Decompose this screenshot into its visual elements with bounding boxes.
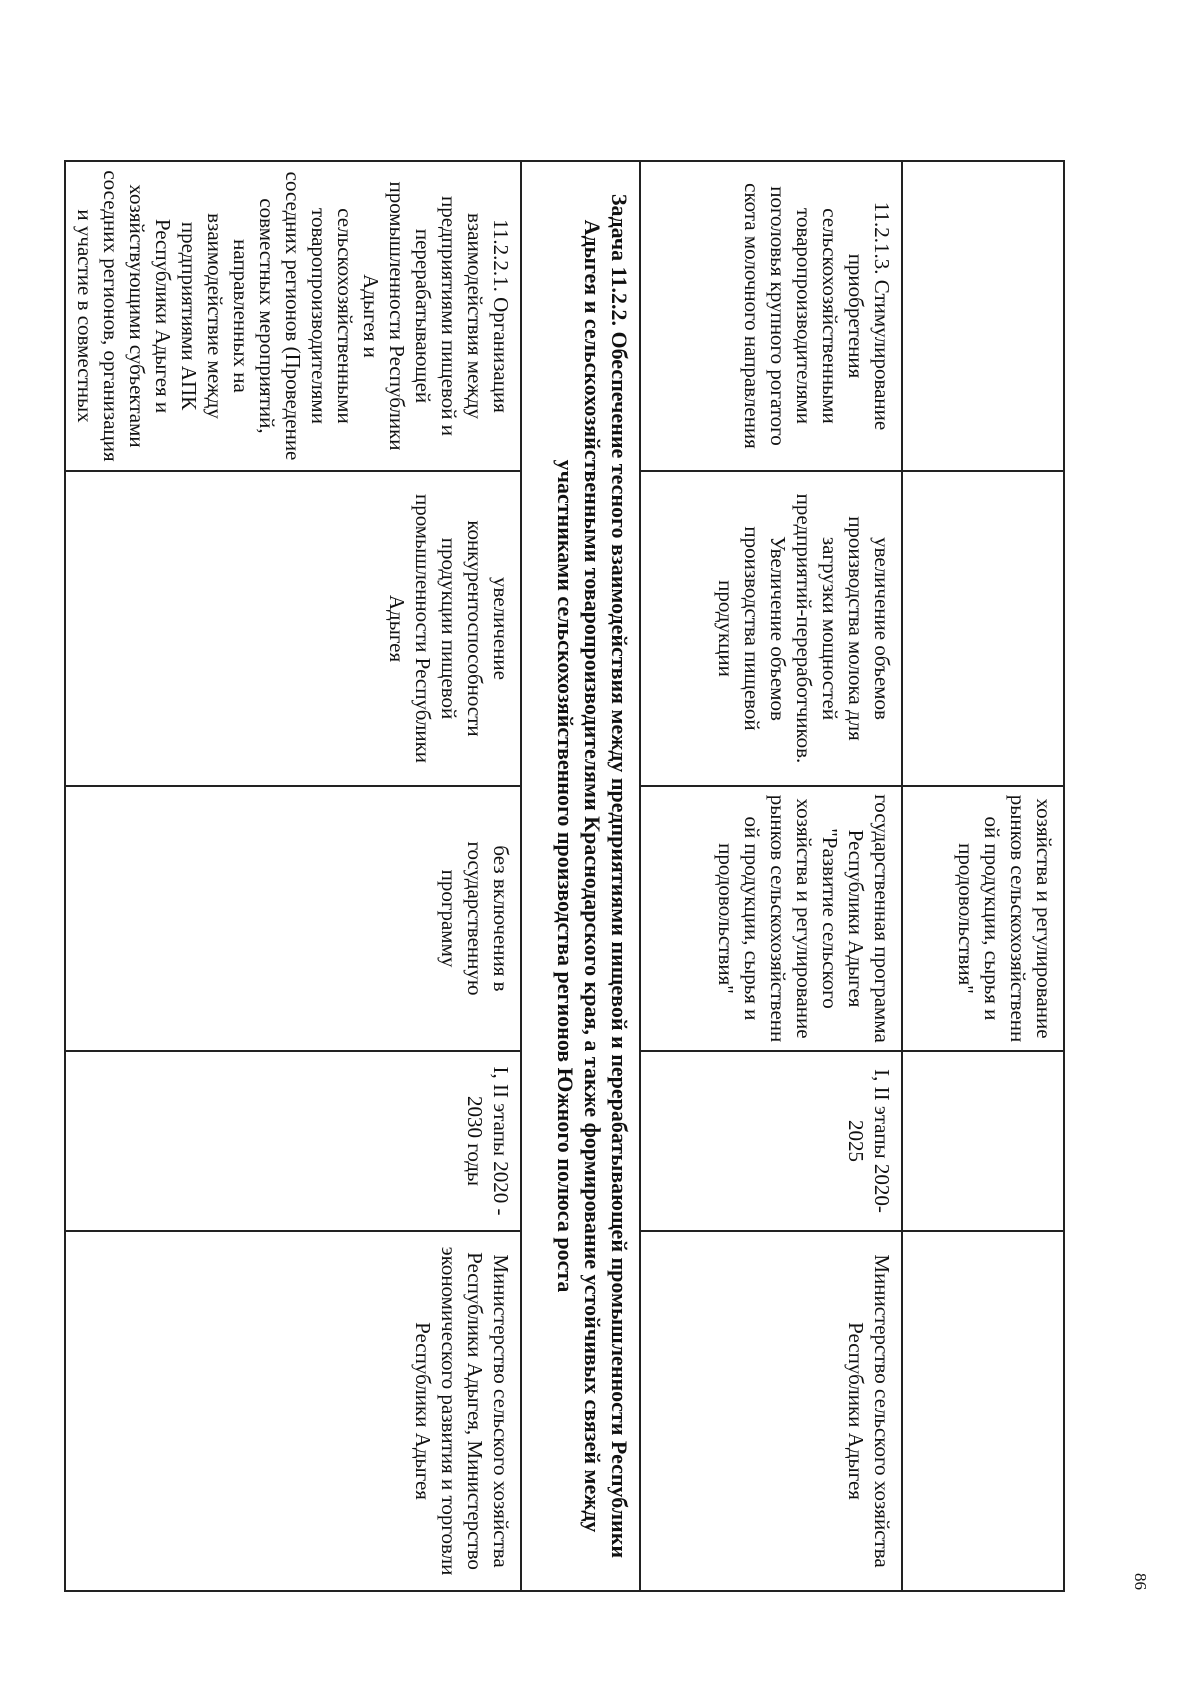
page-number: 86 xyxy=(1131,1573,1150,1590)
measures-table xyxy=(64,160,1065,1592)
rotated-page xyxy=(73,160,1150,1590)
task-row xyxy=(521,161,640,1591)
program-cell: без включения в государственную программу xyxy=(65,786,521,1051)
period-cell: I, II этапы 2020 - 2030 годы xyxy=(65,1051,521,1231)
period-cell xyxy=(902,1051,1064,1231)
result-cell: увеличение объемов производства молока для загрузки мощностей предприятий-переработчиков. Увеличение объемов производства пищевой продукции xyxy=(640,471,902,786)
table-row xyxy=(640,161,902,1591)
executor-cell xyxy=(902,1231,1064,1591)
measure-cell: 11.2.2.1. Организация взаимодействия между предприятиями пищевой и перерабатывающей промышленности Республики Адыгея и сельскохозяйственными товаропроизводителями соседних регионов (Проведение совместных мероприятий, направленных на взаимодействие между предприятиями АПК Республики Адыгея и хозяйствующими субъектами соседних регионов, организация и участие в совместных xyxy=(65,161,521,471)
executor-cell: Министерство сельского хозяйства Республики Адыгея xyxy=(640,1231,902,1591)
table-row xyxy=(65,161,521,1591)
task-heading: Задача 11.2.2. Обеспечение тесного взаимодействия между предприятиями пищевой и перерабатывающей промышленности Республики Адыгея и сельскохозяйственными товаропроизводителями Краснодарского края, а также формирование устойчивых связей между участниками сельскохозяйственного производства регионов Южного полюса роста xyxy=(521,161,640,1591)
period-cell: I, II этапы 2020-2025 xyxy=(640,1051,902,1231)
measure-cell xyxy=(902,161,1064,471)
program-cell: хозяйства и регулирование рынков сельскохозяйственн ой продукции, сырья и продовольствия" xyxy=(902,786,1064,1051)
executor-cell: Министерство сельского хозяйства Республики Адыгея, Министерство экономического развития и торговли Республики Адыгея xyxy=(65,1231,521,1591)
measure-cell: 11.2.1.3. Стимулирование приобретения сельскохозяйственными товаропроизводителями поголовья крупного рогатого скота молочного направления xyxy=(640,161,902,471)
table-row xyxy=(902,161,1064,1591)
program-cell: государственная программа Республики Адыгея "Развитие сельского хозяйства и регулирование рынков сельскохозяйственн ой продукции, сырья и продовольствия" xyxy=(640,786,902,1051)
result-cell xyxy=(902,471,1064,786)
result-cell: увеличение конкурентоспособности продукции пищевой промышленности Республики Адыгея xyxy=(65,471,521,786)
